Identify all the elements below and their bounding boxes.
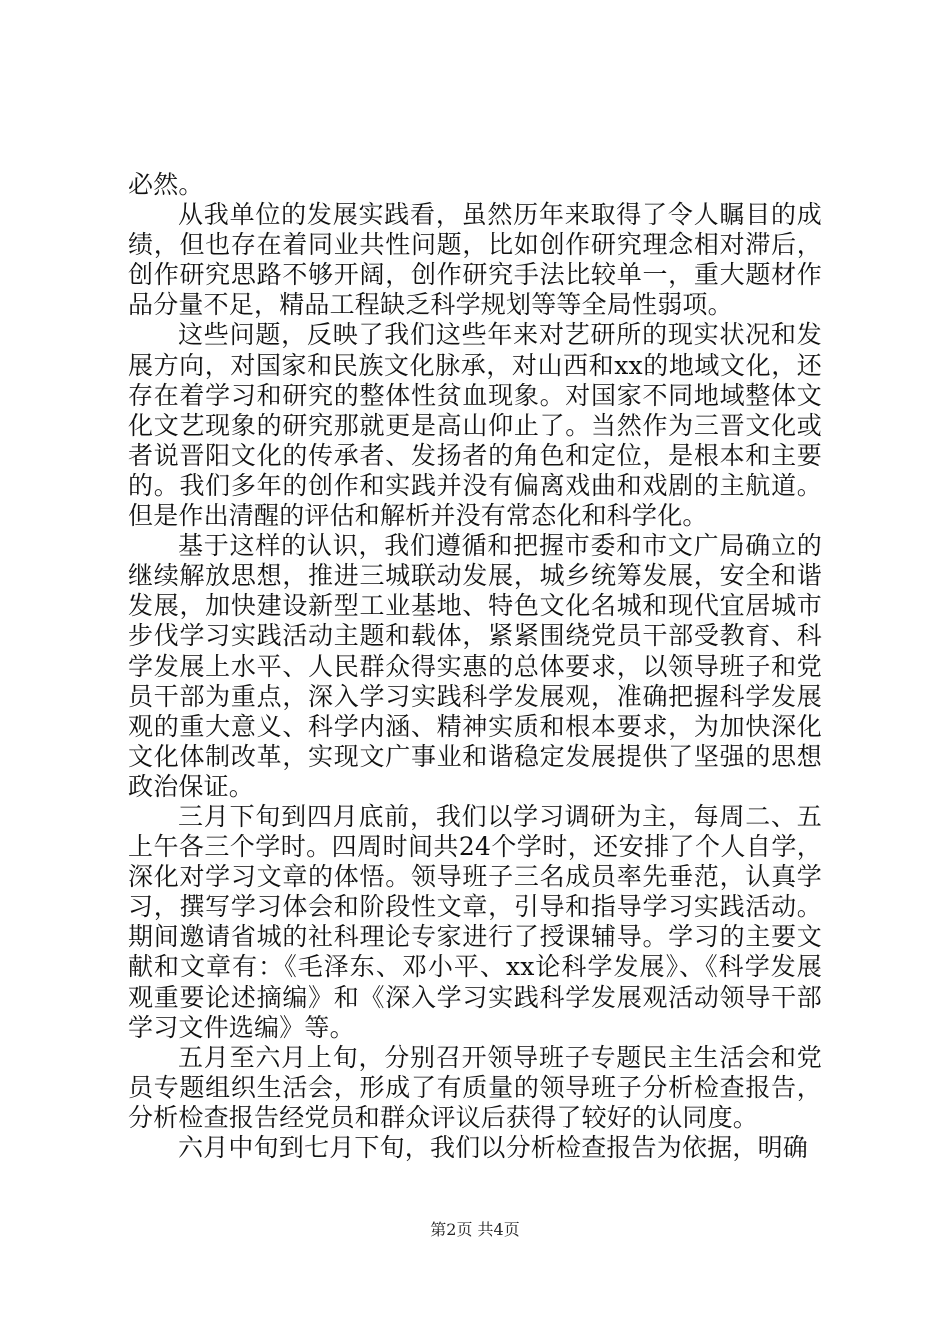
paragraph-march-april: 三月下旬到四月底前，我们以学习调研为主，每周二、五上午各三个学时。四周时间共24个学时，还安排了个人自学，深化对学习文章的体悟。领导班子三名成员率先垂范，认真学习，撰写学习体会和阶段性文章，引导和指导学习实践活动。期间邀请省城的社科理论专家进行了授课辅导。学习的主要文献和文章有：《毛泽东、邓小平、xx论科学发展》、《科学发展观重要论述摘编》和《深入学习实践科学发展观活动领导干部学习文件选编》等。 [128, 801, 822, 1042]
paragraph-may-june: 五月至六月上旬，分别召开领导班子专题民主生活会和党员专题组织生活会，形成了有质量的领导班子分析检查报告，分析检查报告经党员和群众评议后获得了较好的认同度。 [128, 1042, 822, 1132]
paragraph-continuation: 必然。 [128, 170, 204, 199]
paragraph-understanding: 基于这样的认识，我们遵循和把握市委和市文广局确立的继续解放思想，推进三城联动发展，城乡统筹发展，安全和谐发展，加快建设新型工业基地、特色文化名城和现代宜居城市步伐学习实践活动主题和载体，紧紧围绕党员干部受教育、科学发展上水平、人民群众得实惠的总体要求，以领导班子和党员干部为重点，深入学习实践科学发展观，准确把握科学发展观的重大意义、科学内涵、精神实质和根本要求，为加快深化文化体制改革，实现文广事业和谐稳定发展提供了坚强的思想政治保证。 [128, 531, 822, 801]
paragraph-problems: 这些问题，反映了我们这些年来对艺研所的现实状况和发展方向，对国家和民族文化脉承，对山西和xx的地域文化，还存在着学习和研究的整体性贫血现象。对国家不同地域整体文化文艺现象的研究那就更是高山仰止了。当然作为三晋文化或者说晋阳文化的传承者、发扬者的角色和定位，是根本和主要的。我们多年的创作和实践并没有偏离戏曲和戏剧的主航道。但是作出清醒的评估和解析并没有常态化和科学化。 [128, 320, 822, 531]
paragraph-june-july: 六月中旬到七月下旬，我们以分析检查报告为依据，明确 [178, 1133, 809, 1162]
document-body [128, 170, 822, 1163]
page-number-footer: 第2页 共4页 [430, 1220, 520, 1239]
paragraph-development-practice: 从我单位的发展实践看，虽然历年来取得了令人瞩目的成绩，但也存在着同业共性问题，比如创作研究理念相对滞后，创作研究思路不够开阔，创作研究手法比较单一，重大题材作品分量不足，精品工程缺乏科学规划等等全局性弱项。 [128, 200, 822, 320]
